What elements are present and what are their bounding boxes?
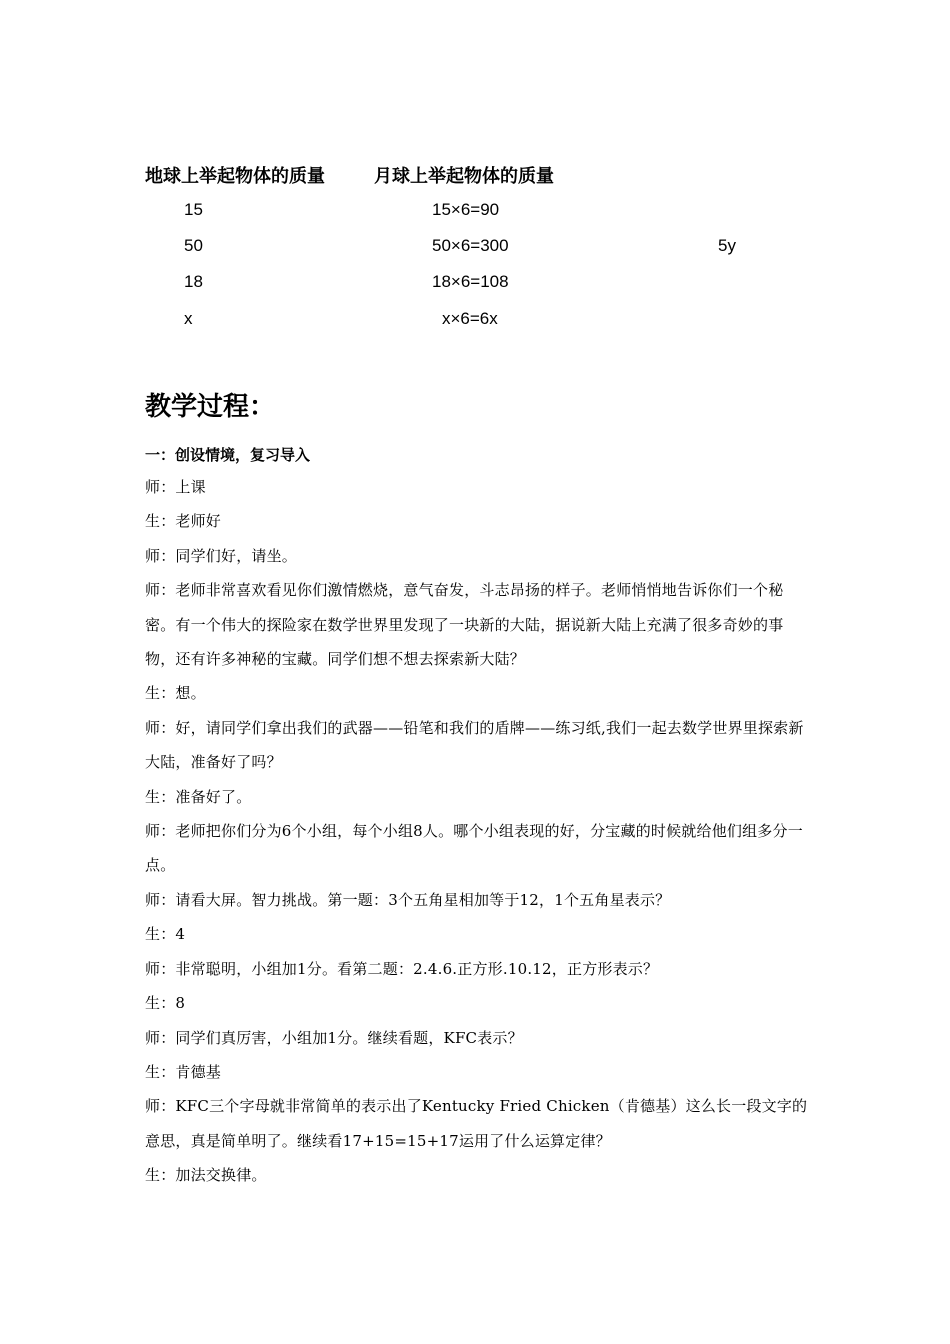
- table-cell-moon: 50×6=300: [432, 236, 509, 255]
- dialogue-line: 师：请看大屏。智力挑战。第一题：3个五角星相加等于12，1个五角星表示？: [145, 890, 671, 909]
- dialogue-line: 师：上课: [145, 478, 206, 496]
- dialogue-line: 生：8: [145, 994, 186, 1013]
- table-cell-earth: x: [184, 309, 193, 328]
- dialogue-line: 生：想。: [145, 684, 206, 703]
- dialogue-line: 师：非常聪明，小组加1分。看第二题：2.4.6.正方形.10.12，正方形表示？: [145, 959, 659, 978]
- section-title: 一：创设情境，复习导入: [145, 446, 311, 464]
- table-cell-earth: 18: [184, 272, 203, 291]
- dialogue-line: 师：KFC三个字母就非常简单的表示出了Kentucky Fried Chicken（肯德基）这么长一段文字的意思，真是简单明了。继续看17+15=15+17运用了什么运算定律？: [145, 1097, 808, 1150]
- dialogue-line: 师：同学们真厉害，小组加1分。继续看题，KFC表示？: [145, 1028, 523, 1047]
- table-cell-earth: 15: [184, 200, 203, 219]
- table-cell-moon: 18×6=108: [432, 272, 509, 291]
- dialogue-line: 生：准备好了。: [145, 787, 252, 806]
- dialogue-line: 生：4: [145, 925, 186, 944]
- dialogue-line: 师：老师非常喜欢看见你们激情燃烧，意气奋发，斗志昂扬的样子。老师悄悄地告诉你们一个秘密。有一个伟大的探险家在数学世界里发现了一块新的大陆，据说新大陆上充满了很多奇妙的事物，还有许多神秘的宝藏。同学们想不想去探索新大陆？: [145, 581, 784, 669]
- table-cell-moon: 15×6=90: [432, 200, 500, 219]
- dialogue-line: 生：加法交换律。: [145, 1166, 267, 1185]
- dialogue-line: 师：好，请同学们拿出我们的武器——铅笔和我们的盾牌——练习纸,我们一起去数学世界里探索新大陆，准备好了吗？: [145, 718, 804, 772]
- table-cell-earth: 50: [184, 236, 203, 255]
- page-heading: 教学过程：: [145, 392, 276, 422]
- dialogue-line: 生：肯德基: [145, 1062, 222, 1081]
- dialogue-line: 师：老师把你们分为6个小组，每个小组8人。哪个小组表现的好，分宝藏的时候就给他们组多分一点。: [145, 822, 803, 875]
- dialogue-line: 生：老师好: [145, 512, 222, 531]
- table-header-earth: 地球上举起物体的质量: [145, 166, 325, 187]
- table-cell-extra: 5y: [718, 236, 736, 255]
- table-header-moon: 月球上举起物体的质量: [374, 166, 554, 187]
- dialogue-body: [145, 470, 810, 1193]
- dialogue-line: 师：同学们好，请坐。: [145, 546, 298, 565]
- table-cell-moon: x×6=6x: [442, 309, 498, 328]
